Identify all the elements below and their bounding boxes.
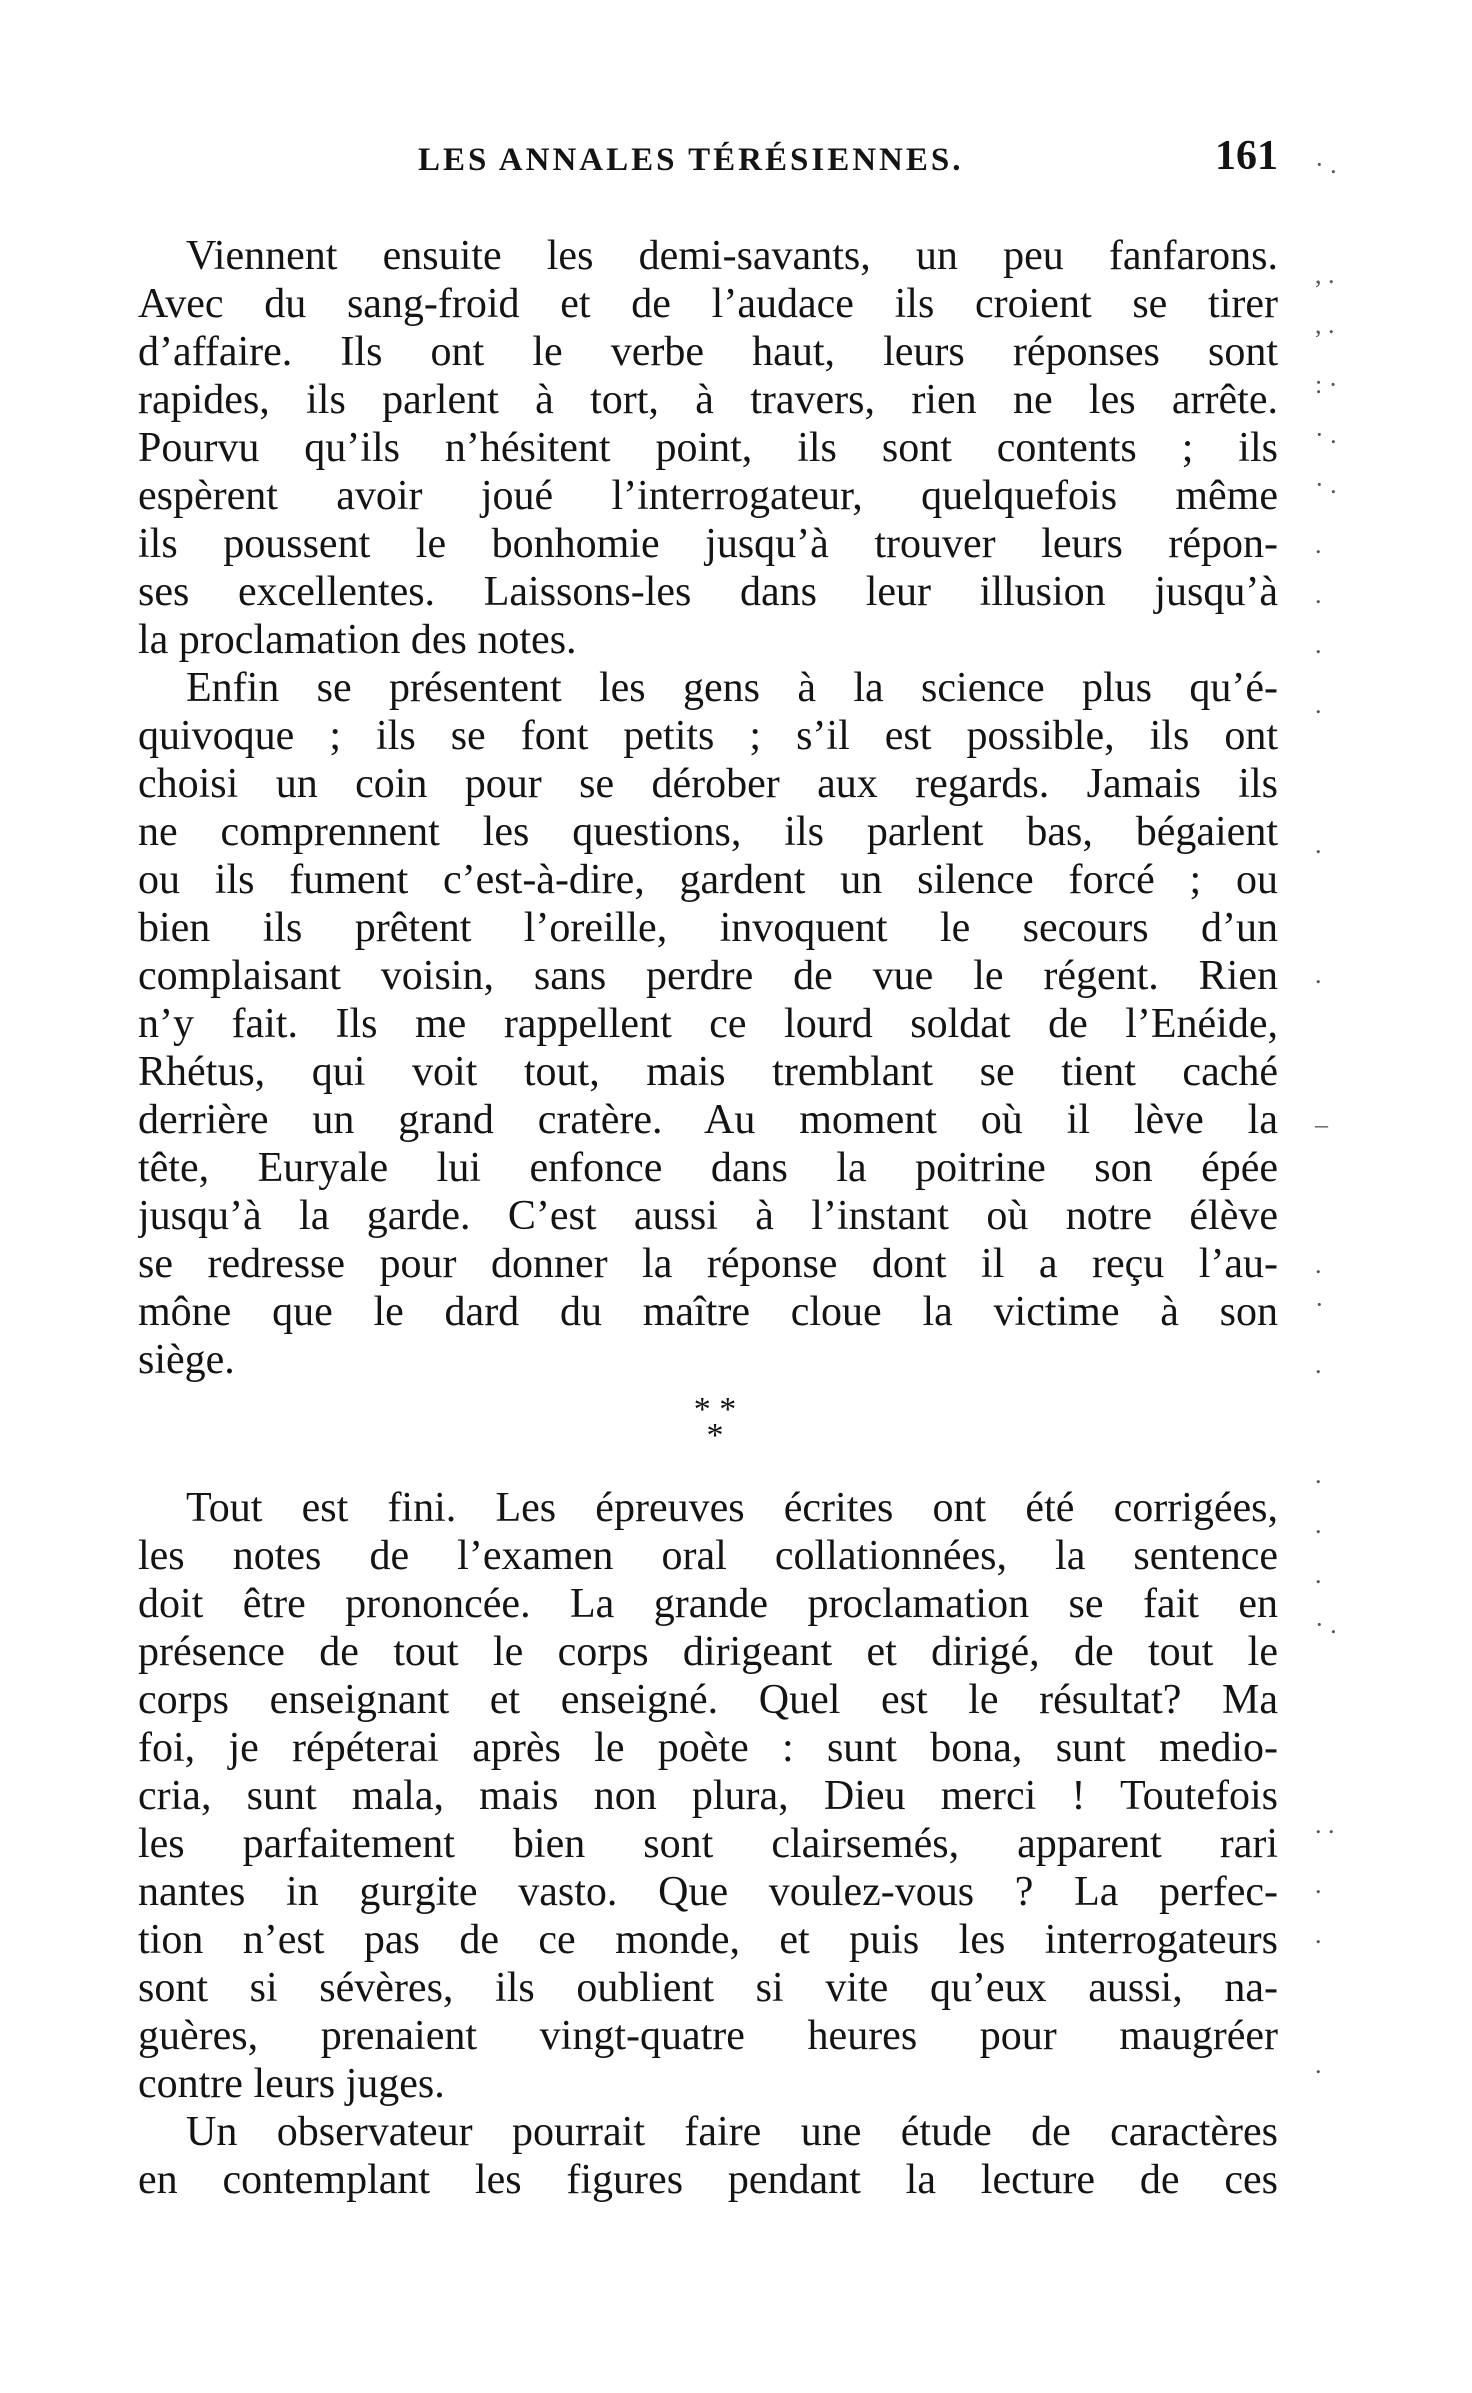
text-line: présence de tout le corps dirigeant et dirigé, de tout le [138, 1629, 1278, 1675]
text-line: d’affaire. Ils ont le verbe haut, leurs réponses sont [138, 329, 1278, 375]
text-line: bien ils prêtent l’oreille, invoquent le secours d’un [138, 905, 1278, 951]
text-line: complaisant voisin, sans perdre de vue le régent. Rien [138, 953, 1278, 999]
text-line: siège. [138, 1337, 235, 1383]
text-line: jusqu’à la garde. C’est aussi à l’instant où notre élève [138, 1193, 1278, 1239]
text-line: tête, Euryale lui enfonce dans la poitrine son épée [138, 1145, 1278, 1191]
text-line: les notes de l’examen oral collationnées, la sentence [138, 1533, 1278, 1579]
text-line: mône que le dard du maître cloue la victime à son [138, 1289, 1278, 1335]
text-line: les parfaitement bien sont clairsemés, apparent rari [138, 1821, 1278, 1867]
text-line: choisi un coin pour se dérober aux regards. Jamais ils [138, 761, 1278, 807]
text-line: n’y fait. Ils me rappellent ce lourd soldat de l’Enéide, [138, 1001, 1278, 1047]
text-line: Avec du sang-froid et de l’audace ils croient se tirer [138, 281, 1278, 327]
text-line: doit être prononcée. La grande proclamation se fait en [138, 1581, 1278, 1627]
asterism-top: * * [693, 1391, 737, 1428]
text-line: ils poussent le bonhomie jusqu’à trouver leurs répon- [138, 521, 1278, 567]
text-line: ses excellentes. Laissons-les dans leur illusion jusqu’à [138, 569, 1278, 615]
text-line: cria, sunt mala, mais non plura, Dieu merci ! Toutefois [138, 1773, 1278, 1819]
text-line: sont si sévères, ils oublient si vite qu’eux aussi, na- [138, 1965, 1278, 2011]
text-line: guères, prenaient vingt-quatre heures pour maugréer [138, 2013, 1278, 2059]
text-line: quivoque ; ils se font petits ; s’il est possible, ils ont [138, 713, 1278, 759]
text-line: Un observateur pourrait faire une étude de caractères [186, 2109, 1278, 2155]
text-line: nantes in gurgite vasto. Que voulez-vous ? La perfec- [138, 1869, 1278, 1915]
page-header [138, 128, 1278, 188]
text-line: en contemplant les figures pendant la lecture de ces [138, 2157, 1278, 2203]
text-line: Viennent ensuite les demi-savants, un peu fanfarons. [186, 233, 1278, 279]
text-line: ne comprennent les questions, ils parlent bas, bégaient [138, 809, 1278, 855]
text-line: Tout est fini. Les épreuves écrites ont été corrigées, [186, 1485, 1278, 1531]
text-line: rapides, ils parlent à tort, à travers, rien ne les arrête. [138, 377, 1278, 423]
text-line: corps enseignant et enseigné. Quel est le résultat? Ma [138, 1677, 1278, 1723]
text-line: Rhétus, qui voit tout, mais tremblant se tient caché [138, 1049, 1278, 1095]
text-line: contre leurs juges. [138, 2061, 445, 2107]
text-line: Pourvu qu’ils n’hésitent point, ils sont contents ; ils [138, 425, 1278, 471]
text-line: Enfin se présentent les gens à la science plus qu’é- [186, 665, 1278, 711]
page-number: 161 [1215, 133, 1278, 179]
text-line: espèrent avoir joué l’interrogateur, quelquefois même [138, 473, 1278, 519]
text-line: tion n’est pas de ce monde, et puis les interrogateurs [138, 1917, 1278, 1963]
text-line: foi, je répéterai après le poète : sunt bona, sunt medio- [138, 1725, 1278, 1771]
running-title: LES ANNALES TÉRÉSIENNES. [418, 142, 964, 178]
text-line: se redresse pour donner la réponse dont il a reçu l’au- [138, 1241, 1278, 1287]
text-line: derrière un grand cratère. Au moment où il lève la [138, 1097, 1278, 1143]
margin-specks: · . , . , . : · · . · . . . . . . . – . · . . . . · . . . . . . [1315, 150, 1338, 2079]
asterism-bottom: * [706, 1417, 724, 1454]
text-line: ou ils fument c’est-à-dire, gardent un silence forcé ; ou [138, 857, 1278, 903]
text-line: la proclamation des notes. [138, 617, 577, 663]
